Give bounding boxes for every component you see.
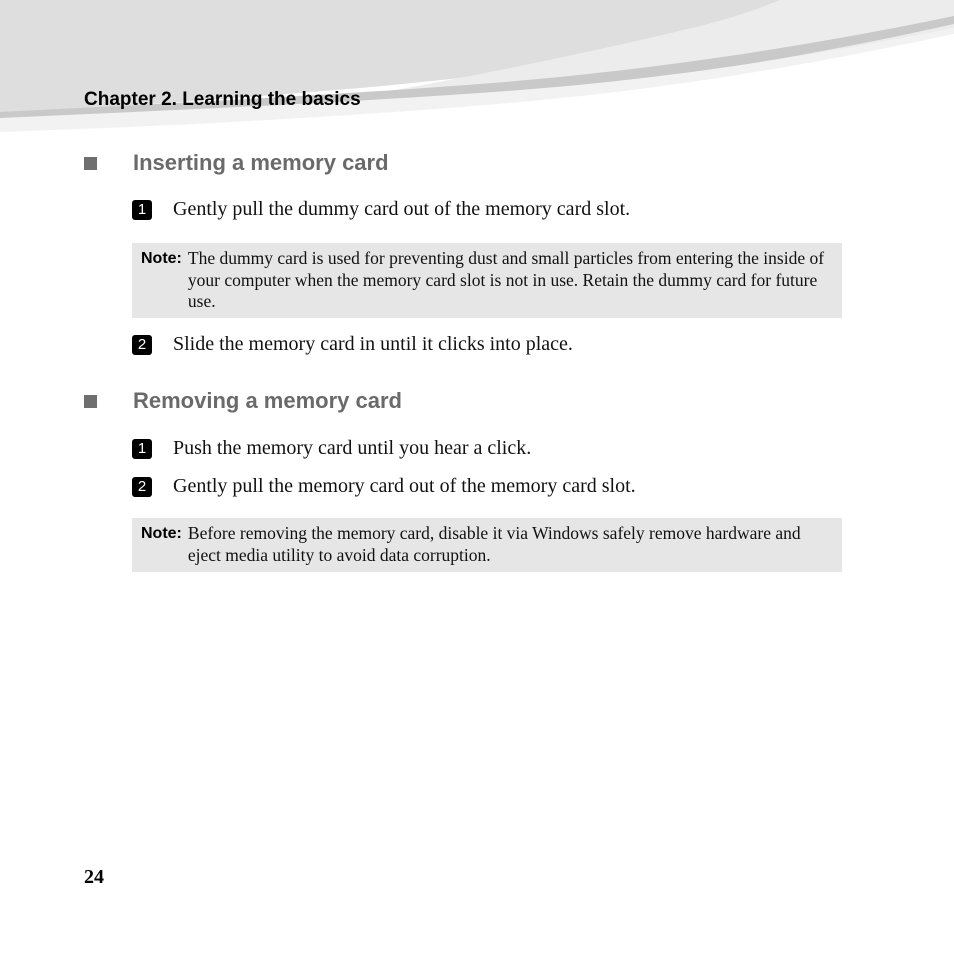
note-box bbox=[132, 518, 842, 572]
list-item-step bbox=[132, 475, 636, 498]
section-heading-removing bbox=[84, 388, 402, 414]
square-bullet-icon bbox=[84, 157, 97, 170]
note-text: Before removing the memory card, disable it via Windows safely remove hardware and eject media utility to avoid data corruption. bbox=[187, 523, 801, 565]
chapter-title: Chapter 2. Learning the basics bbox=[84, 89, 361, 110]
list-item-step bbox=[132, 333, 573, 356]
section-heading-inserting bbox=[84, 150, 389, 176]
header-swoosh-decoration bbox=[0, 0, 954, 140]
note-box bbox=[132, 243, 842, 318]
step-number-2-icon: 2 bbox=[132, 335, 152, 355]
list-item-step bbox=[132, 437, 531, 460]
list-item-step bbox=[132, 198, 630, 221]
step-text: Push the memory card until you hear a click. bbox=[173, 437, 532, 459]
step-number-1-icon: 1 bbox=[132, 200, 152, 220]
note-label: Note: bbox=[141, 250, 182, 267]
step-text: Slide the memory card in until it clicks into place. bbox=[173, 333, 573, 355]
page-number: 24 bbox=[84, 866, 104, 888]
step-number-1-icon: 1 bbox=[132, 439, 152, 459]
section-title: Inserting a memory card bbox=[133, 150, 389, 175]
square-bullet-icon bbox=[84, 395, 97, 408]
section-title: Removing a memory card bbox=[133, 388, 402, 413]
step-number-2-icon: 2 bbox=[132, 477, 152, 497]
note-text: The dummy card is used for preventing dust and small particles from entering the inside of your computer when the memory card slot is not in use. Retain the dummy card for future use. bbox=[187, 248, 825, 311]
step-text: Gently pull the memory card out of the memory card slot. bbox=[173, 475, 636, 497]
note-label: Note: bbox=[141, 525, 182, 542]
step-text: Gently pull the dummy card out of the memory card slot. bbox=[173, 198, 631, 220]
